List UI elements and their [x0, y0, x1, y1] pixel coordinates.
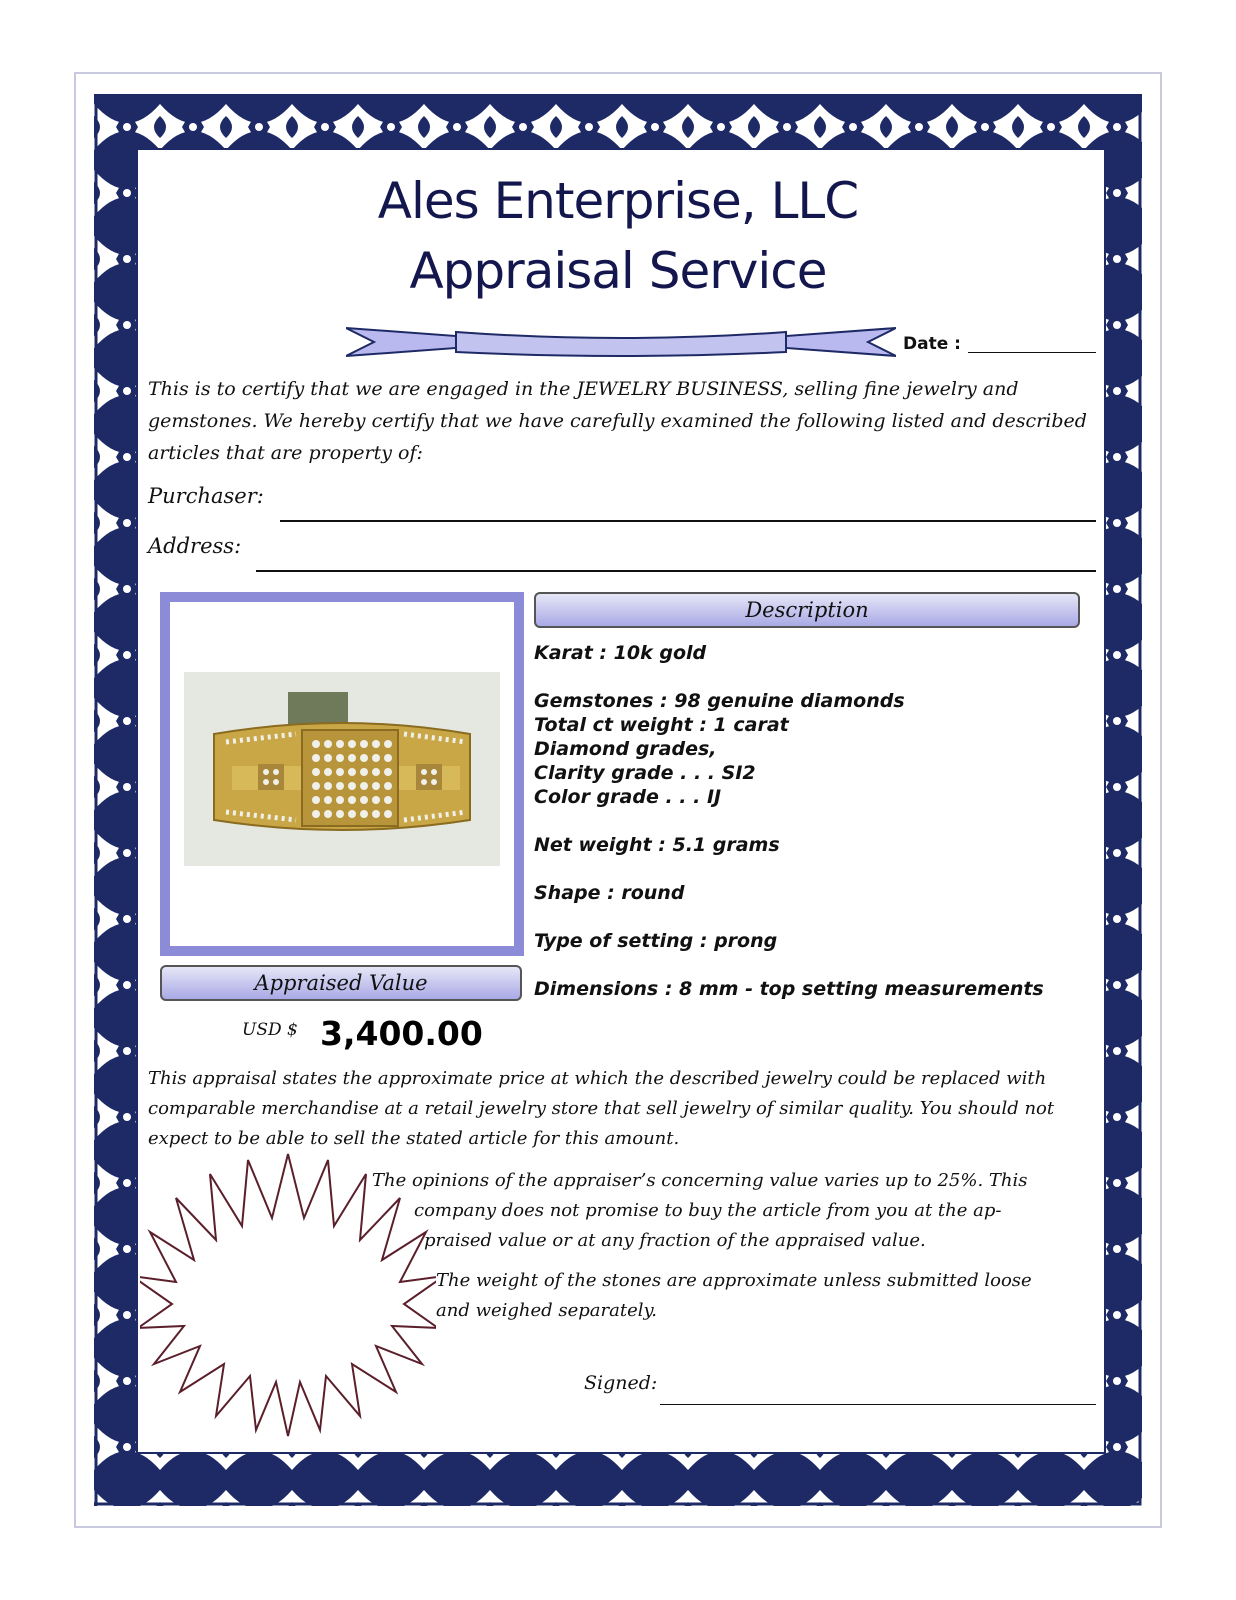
appraised-amount: 3,400.00	[320, 1014, 483, 1053]
note-line-5: and weighed separately.	[436, 1300, 658, 1321]
spec-clarity: Clarity grade . . . SI2	[534, 762, 756, 784]
ribbon-banner	[346, 324, 896, 360]
address-line	[256, 570, 1096, 572]
purchaser-label: Purchaser:	[148, 484, 264, 508]
date-label: Date :	[903, 334, 961, 354]
date-line	[968, 352, 1096, 353]
appraisal-disclaimer: This appraisal states the approximate price at which the described jewelry could be replaced with comparable merchandise at a retail jewelry store that sell jewelry of similar quality. You should not expect to be able to sell the stated article for this amount.	[148, 1068, 1055, 1149]
ring-photo	[170, 602, 514, 946]
description-heading: Description	[534, 592, 1080, 628]
spec-net-weight: Net weight : 5.1 grams	[534, 834, 780, 856]
address-label: Address:	[148, 534, 242, 558]
service-title: Appraisal Service	[409, 242, 827, 300]
certification-statement: This is to certify that we are engaged in the JEWELRY BUSINESS, selling fine jewelry and gemstones. We hereby certify that we have carefully examined the following listed and described articles that are property of:	[148, 378, 1087, 464]
spec-karat: Karat : 10k gold	[534, 642, 707, 664]
company-name: Ales Enterprise, LLC	[377, 172, 859, 230]
spec-diamond-grades: Diamond grades,	[534, 738, 717, 760]
note-line-2: company does not promise to buy the article from you at the ap-	[414, 1200, 1002, 1221]
spec-color: Color grade . . . IJ	[534, 786, 722, 808]
purchaser-line	[280, 520, 1096, 522]
spec-total-ct: Total ct weight : 1 carat	[534, 714, 789, 736]
note-line-4: The weight of the stones are approximate unless submitted loose	[436, 1270, 1032, 1291]
spec-gemstones: Gemstones : 98 genuine diamonds	[534, 690, 905, 712]
signed-label: Signed:	[584, 1372, 658, 1394]
spec-shape: Shape : round	[534, 882, 685, 904]
currency-label: USD $	[242, 1020, 298, 1040]
note-line-1: The opinions of the appraiser’s concerning value varies up to 25%. This	[372, 1170, 1028, 1191]
spec-setting: Type of setting : prong	[534, 930, 778, 952]
photo-frame	[160, 592, 524, 956]
note-line-3: praised value or at any fraction of the appraised value.	[424, 1230, 926, 1251]
signature-line	[660, 1404, 1096, 1405]
spec-dimensions: Dimensions : 8 mm - top setting measurements	[534, 978, 1044, 1000]
appraised-value-heading: Appraised Value	[160, 965, 522, 1001]
